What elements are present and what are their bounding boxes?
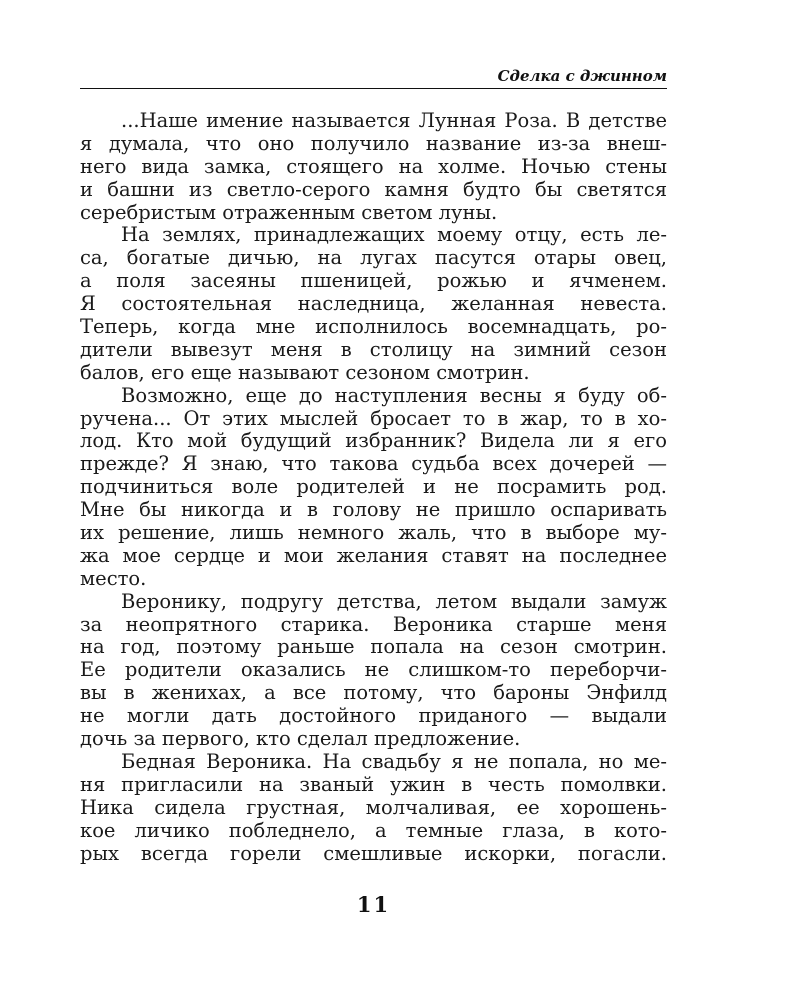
text-line: дители вывезут меня в столицу на зимний сезон	[80, 338, 667, 361]
text-line: Мне бы никогда и в голову не пришло оспаривать	[80, 499, 667, 522]
text-line: него вида замка, стоящего на холме. Ночью стены	[80, 155, 667, 178]
text-line: Возможно, еще до наступления весны я буду об-	[121, 384, 667, 407]
text-line: Бедная Вероника. На свадьбу я не попала, но ме-	[121, 750, 667, 773]
text-line: жа мое сердце и мои желания ставят на последнее	[80, 544, 667, 567]
page-number: 11	[356, 892, 391, 917]
paragraph	[80, 751, 667, 865]
text-line: ...Наше имение называется Лунная Роза. В детстве	[121, 110, 667, 132]
text-line: кое личико побледнело, а темные глаза, в кото-	[80, 819, 667, 842]
text-line: на год, поэтому раньше попала на сезон смотрин.	[80, 636, 667, 659]
text-line: балов, его еще называют сезоном смотрин.	[80, 361, 530, 384]
running-title: Сделка с джинном	[497, 67, 667, 85]
text-line: Ника сидела грустная, молчаливая, ее хорошень-	[80, 796, 667, 819]
text-line: На землях, принадлежащих моему отцу, есть ле-	[121, 224, 667, 247]
text-line: лод. Кто мой будущий избранник? Видела ли я его	[80, 430, 667, 453]
text-line: их решение, лишь немного жаль, что в выборе му-	[80, 522, 667, 545]
body-text	[80, 110, 667, 865]
text-line: вы в женихах, а все потому, что бароны Энфилд	[80, 682, 667, 705]
text-line: серебристым отраженным светом луны.	[80, 201, 498, 224]
text-line: не могли дать достойного приданого — выдали	[80, 705, 667, 728]
text-line: место.	[80, 567, 147, 590]
text-line: ня пригласили на званый ужин в честь помолвки.	[80, 773, 667, 796]
text-line: дочь за первого, кто сделал предложение.	[80, 728, 521, 751]
text-line: Теперь, когда мне исполнилось восемнадцать, ро-	[80, 316, 667, 339]
text-line: я думала, что оно получило название из-за внеш-	[80, 132, 667, 155]
paragraph	[80, 385, 667, 591]
text-line: и башни из светло-серого камня будто бы светятся	[80, 178, 667, 201]
text-line: Веронику, подругу детства, летом выдали замуж	[121, 590, 667, 613]
text-line: за неопрятного старика. Вероника старше меня	[80, 613, 667, 636]
text-line: Ее родители оказались не слишком-то переборчи-	[80, 659, 667, 682]
paragraph	[80, 591, 667, 751]
header-rule	[80, 88, 667, 89]
text-line: подчиниться воле родителей и не посрамить род.	[80, 476, 667, 499]
text-line: ручена... От этих мыслей бросает то в жар, то в хо-	[80, 407, 667, 430]
text-line: са, богатые дичью, на лугах пасутся отары овец,	[80, 247, 667, 270]
text-line: рых всегда горели смешливые искорки, погасли.	[80, 842, 667, 865]
paragraph	[80, 110, 667, 224]
text-line: а поля засеяны пшеницей, рожью и ячменем.	[80, 270, 667, 293]
text-line: Я состоятельная наследница, желанная невеста.	[80, 293, 667, 316]
paragraph	[80, 224, 667, 384]
text-line: прежде? Я знаю, что такова судьба всех дочерей —	[80, 453, 667, 476]
